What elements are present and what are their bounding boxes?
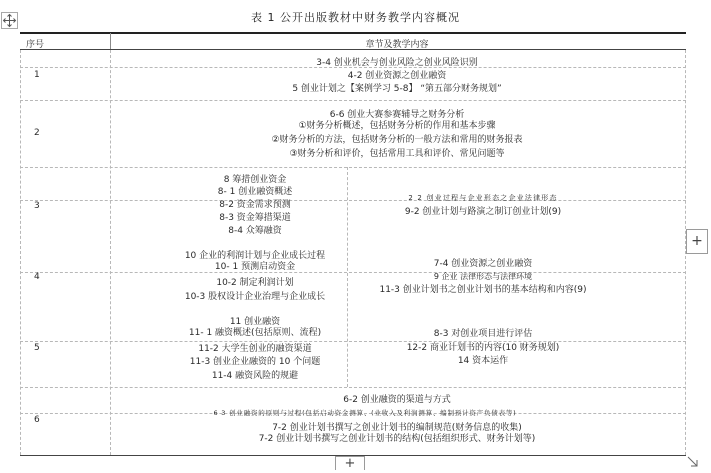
content-line: 11 创业融资 (229, 317, 281, 327)
content-line: 8 筹措创业资金 (223, 175, 287, 185)
content-line: ①财务分析概述，包括财务分析的作用和基本步骤 (298, 121, 496, 131)
content-line: 11-4 融资风险的规避 (211, 371, 299, 381)
add-row-button[interactable]: + (335, 456, 365, 470)
content-line: ③财务分析和评价，包括常用工具和评价、常见问题等 (289, 149, 505, 159)
content-line: 8-3 对创业项目进行评估 (433, 329, 533, 339)
content-line: 5 创业计划之【案例学习 5-8】 “第五部分财务规划” (292, 84, 502, 94)
content-line: 10- 1 预测启动资金 (214, 262, 296, 272)
content-line: 6 3 创业融资的原则与过程(包括启动资金测算、(业收入及利润测算、编制预计资产负债表等) (213, 409, 517, 417)
content-line: 8-3 资金筹措渠道 (219, 213, 291, 223)
content-line: 10-2 制定利润计划 (216, 278, 294, 288)
table-resize-handle[interactable] (686, 454, 700, 468)
header-divider (110, 33, 111, 49)
row-rule (20, 167, 686, 168)
content-line: 11-3 创业计划书之创业计划书的基本结构和内容(9) (379, 285, 587, 295)
content-line: 8-4 众筹融资 (228, 226, 282, 236)
content-line: 2 2 创业过程与企业形态之企业法律形态 (408, 194, 558, 202)
row-rule (20, 200, 686, 201)
content-line: 14 资本运作 (457, 356, 509, 366)
content-line: 9-2 创业计划与路演之制订创业计划(9) (404, 207, 562, 217)
content-line: 10-3 股权设计企业治理与企业成长 (184, 292, 326, 302)
content-line: 8-2 资金需求预测 (219, 200, 291, 210)
row-number: 1 (34, 70, 40, 80)
content-line: 7-2 创业计划书撰写之创业计划书的结构(包括组织形式、财务计划等) (258, 434, 536, 444)
content-line: 4-2 创业资源之创业融资 (347, 71, 447, 81)
row-rule (20, 272, 686, 273)
column-header-content: 章节及教学内容 (365, 40, 429, 50)
content-line: 9 企业 法律形态与法律环境 (433, 272, 533, 281)
top-rule (20, 32, 686, 34)
grid-col-divider (110, 50, 111, 455)
content-line: 12-2 商业计划书的内容(10 财务规划) (406, 343, 560, 353)
add-column-button[interactable]: + (686, 229, 708, 254)
row-number: 5 (34, 343, 40, 353)
content-line: 10 企业的利润计划与企业成长过程 (184, 251, 326, 261)
table-title: 表 1 公开出版教材中财务教学内容概况 (251, 11, 460, 24)
content-line: 7-4 创业资源之创业融资 (433, 259, 533, 269)
content-line: 8- 1 创业融资概述 (217, 187, 293, 197)
row-number: 4 (34, 272, 40, 282)
column-header-number: 序号 (26, 40, 45, 50)
resize-icon (686, 455, 700, 469)
header-rule (20, 49, 686, 50)
content-line: 11-2 大学生创业的融资渠道 (198, 344, 312, 354)
content-line: 3-4 创业机会与创业风险之创业风险识别 (316, 58, 478, 68)
content-line: ②财务分析的方法，包括财务分析的一般方法和常用的财务报表 (271, 135, 523, 145)
row-rule (20, 387, 686, 388)
row-number: 6 (34, 415, 40, 425)
content-line: 7-2 创业计划书撰写之创业计划书的编制规范(财务信息的收集) (272, 423, 522, 433)
grid-left (20, 50, 21, 455)
row-rule (20, 341, 686, 342)
row-rule (20, 100, 686, 101)
row-number: 3 (34, 201, 40, 211)
content-line: 11- 1 融资概述(包括原则、流程) (188, 328, 322, 338)
content-line: 11-3 创业企业融资的 10 个问题 (189, 357, 321, 367)
row-number: 2 (34, 128, 40, 138)
content-line: 6-2 创业融资的渠道与方式 (343, 395, 451, 405)
content-line: 6-6 创业大赛参赛辅导之财务分析 (329, 110, 465, 120)
